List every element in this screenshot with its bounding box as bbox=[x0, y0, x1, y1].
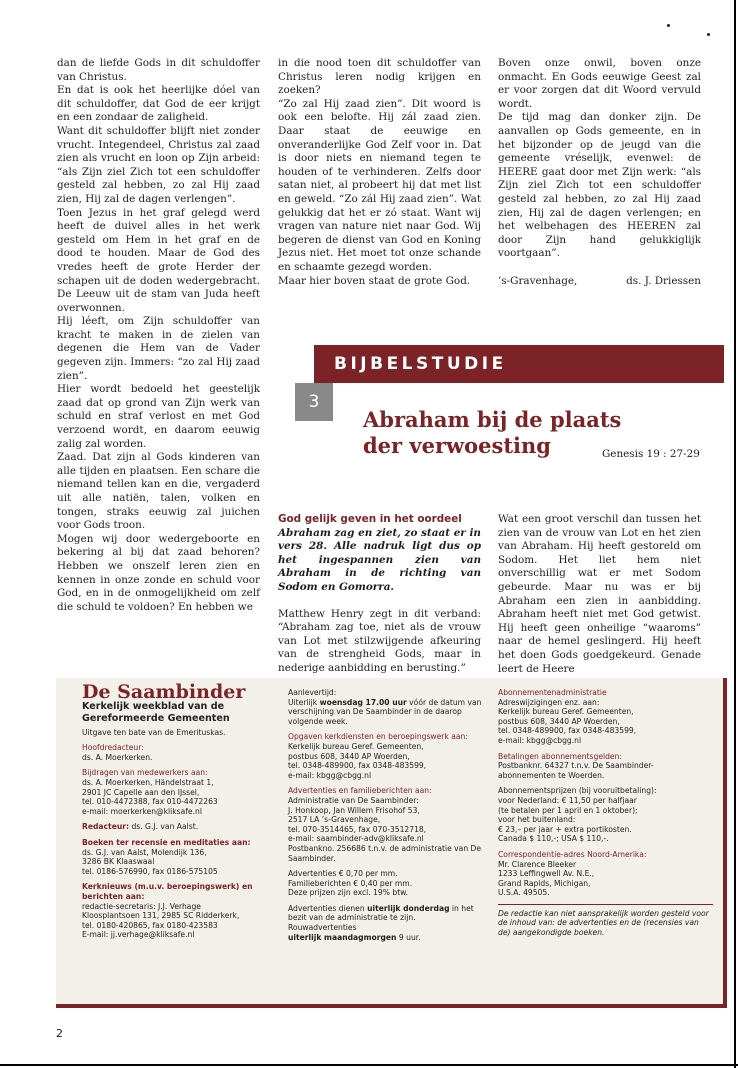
study-title: Abraham bij de plaats der verwoesting bbox=[363, 407, 622, 458]
value: Kerkelijk bureau Geref. Gemeenten, bbox=[288, 741, 424, 751]
paragraph: Hier wordt bedoeld het geestelijk zaad dat op grond van Zijn werk van schuld en straf verlost en met God verzoend wordt, en daarom eeuwig zalig zal worden. bbox=[57, 383, 260, 450]
paragraph: Boven onze onwil, boven onze onmacht. En Gods eeuwige Geest zal er voor zorgen dat dit Woord vervuld wordt. bbox=[498, 57, 701, 110]
value: ds. A. Moerkerken, Händelstraat 1, bbox=[82, 777, 214, 787]
colophon-tagline: Uitgave ten bate van de Emerituskas. bbox=[82, 727, 226, 737]
value: Familieberichten € 0,40 per mm. bbox=[288, 878, 413, 888]
value: tel. 0180-420865, fax 0180-423583 bbox=[82, 920, 218, 930]
value: J. Honkoop, Jan Willem Frisohof 53, bbox=[288, 805, 420, 815]
label: Boeken ter recensie en meditaties aan: bbox=[82, 837, 251, 847]
label: Bijdragen van medewerkers aan: bbox=[82, 768, 208, 778]
value: e-mail: saambinder-adv@kliksafe.nl bbox=[288, 834, 424, 844]
study-subheading: God gelijk geven in het oordeel bbox=[278, 513, 462, 525]
paragraph: Toen Jezus in het graf gelegd werd heeft de duivel alles in het werk gesteld om Hem in het graf en de dood te houden. Maar de God des vredes heeft de grote Herder der schapen uit de doden wedergebracht. De Leeuw uit de stam van Juda heeft overwonnen. bbox=[57, 206, 260, 314]
value: tel. 070-3514465, fax 070-3512718, bbox=[288, 824, 427, 834]
label: Redacteur: bbox=[82, 822, 130, 832]
value: e-mail: moerkerken@kliksafe.nl bbox=[82, 806, 202, 816]
section-banner-label: BIJBELSTUDIE bbox=[334, 354, 507, 374]
study-reference: Genesis 19 : 27-29 bbox=[602, 448, 700, 460]
value: tel. 0348-489900, fax 0348-483599, bbox=[288, 761, 427, 771]
value: voor Nederland: € 11,50 per halfjaar bbox=[498, 795, 637, 805]
label: Correspondentie-adres Noord-Amerika: bbox=[498, 849, 647, 859]
label: Abonnementenadministratie bbox=[498, 688, 607, 697]
paragraph: dan de liefde Gods in dit schuldoffer van Christus. bbox=[57, 57, 260, 83]
value: Kloosplantsoen 131, 2985 SC Ridderkerk, bbox=[82, 911, 240, 921]
label: Aanlevertijd: bbox=[288, 688, 337, 697]
paragraph: in die nood toen dit schuldoffer van Christus leren nodig krijgen en zoeken? bbox=[278, 57, 481, 97]
paragraph: Hij léeft, om Zijn schuldoffer van kracht te maken in de zielen van degenen die Hem van de Vader gegeven zijn. Immers: “zo zal Hij zaad zien”. bbox=[57, 315, 260, 382]
signature bbox=[498, 275, 701, 289]
value: abonnementen te Woerden. bbox=[498, 770, 605, 780]
colophon-column-3 bbox=[498, 688, 713, 938]
value: tel. 0348-489900, fax 0348-483599, bbox=[498, 726, 637, 736]
article-column-3 bbox=[498, 57, 701, 289]
value: ds. G.J. van Aalst, Molendijk 136, bbox=[82, 847, 207, 857]
disclaimer: De redactie kan niet aansprakelijk worden gesteld voor de inhoud van: de advertenties en de (recensies van de) aangekondigde boeken. bbox=[498, 904, 713, 938]
value: Uiterlijk woensdag 17.00 uur vóór de datum van verschijning van De Saambinder in de daarop volgende week. bbox=[288, 697, 482, 726]
value: redactie-secretaris: J.J. Verhage bbox=[82, 901, 201, 911]
signature-place: ’s-Gravenhage, bbox=[498, 274, 578, 287]
article-column-1 bbox=[57, 57, 260, 614]
value: Advertenties € 0,70 per mm. bbox=[288, 869, 398, 879]
colophon-column-1 bbox=[82, 681, 270, 940]
scan-edge-right bbox=[734, 0, 736, 1068]
scan-speck bbox=[707, 33, 710, 36]
paragraph: Maar hier boven staat de grote God. bbox=[278, 274, 471, 287]
paragraph: Matthew Henry zegt in dit verband: “Abraham zag toe, niet als de vrouw van Lot met stilzwijgende afkeuring van de strengheid Gods, maar in nederige aanbidding en berusting.” bbox=[278, 607, 481, 674]
value: Canada $ 110,-; USA $ 110,-. bbox=[498, 834, 609, 844]
paragraph: En dat is ook het heerlijke dóel van dit schuldoffer, dat God de eer krijgt en een zondaar de zaligheid. bbox=[57, 84, 260, 124]
value: tel. 010-4472388, fax 010-4472263 bbox=[82, 797, 218, 807]
value: Postbankno. 256686 t.n.v. de administratie van De Saambinder. bbox=[288, 843, 482, 863]
value: Administratie van De Saambinder: bbox=[288, 795, 419, 805]
colophon-column-2 bbox=[288, 688, 483, 942]
paragraph: De tijd mag dan donker zijn. De aanvallen op Gods gemeente, en in het bijzonder op de jeugd van die gemeente vréselijk, evenwel: de HEERE gaat door met Zijn werk: “als Zijn ziel Zich tot een schuldoffer gesteld zal hebben, zo zal Hij zaad zien, Hij zal de dagen verlengen; en het welbehagen des HEEREN zal door Zijn hand gelukkiglijk voortgaan”. bbox=[498, 111, 701, 260]
label: Kerknieuws (m.u.v. beroepingswerk) en berichten aan: bbox=[82, 882, 253, 901]
scan-speck bbox=[667, 24, 670, 27]
paragraph: Mogen wij door wedergeboorte en bekering al bij dat zaad behoren? Hebben we onszelf leren zien en kennen in onze zonde en schuld voor God, en in de onmogelijkheid om zelf die schuld te voldoen? En hebben we bbox=[57, 532, 260, 613]
paragraph: Wat een groot verschil dan tussen het zien van de vrouw van Lot en het zien van Abraham. Hij heeft gestoreld om Sodom. Het liet hem niet onverschillig wat er met Sodom gebeurde. Maar nu was er bij Abraham een zien in aanbidding. Abraham heeft niet met God getwist. Hij heeft geen onheilige “waaroms” naar de hemel geslingerd. Hij heeft het doen Gods goedgekeurd. Genade leert de Heere bbox=[498, 513, 701, 675]
value: 2901 JC Capelle aan den IJssel, bbox=[82, 787, 200, 797]
study-lead: Abraham zag en ziet, zo staat er in vers 28. Alle nadruk ligt dus op het ingespannen zien van Abraham in de richting van Sodom en Gomorra. bbox=[278, 526, 481, 593]
value: ds. A. Moerkerken. bbox=[82, 752, 153, 762]
label: Advertenties en familieberichten aan: bbox=[288, 786, 432, 796]
value: 1233 Leffingwell Av. N.E., bbox=[498, 869, 595, 879]
label: Hoofdredacteur: bbox=[82, 743, 144, 753]
value: Abonnementsprijzen (bij vooruitbetaling): bbox=[498, 786, 657, 796]
paragraph: “Zo zal Hij zaad zien”. Dit woord is ook een belofte. Hij zál zaad zien. Daar staat de eeuwige en onveranderlijke God Zelf voor in. Dat is door niets en niemand tegen te houden of te verhinderen. Zelfs door satan niet, al probeert hij dat met list en geweld. “Zo zál Hij zaad zien”. Wat gelukkig dat het er zó staat. Want wij vragen van nature niet naar God. Wij begeren de dienst van God en Koning Jezus niet. Het moet tot onze schande en schaamte gezegd worden. bbox=[278, 97, 481, 273]
value: Kerkelijk bureau Geref. Gemeenten, bbox=[498, 707, 634, 717]
value: Mr. Clarence Bleeker bbox=[498, 859, 577, 869]
value: Rouwadvertenties bbox=[288, 923, 357, 933]
label: Betalingen abonnementsgelden: bbox=[498, 751, 622, 761]
study-number-badge: 3 bbox=[295, 383, 333, 421]
value: e-mail: kbgg@cbgg.nl bbox=[498, 735, 582, 745]
value: € 23,– per jaar + extra portikosten. bbox=[498, 824, 632, 834]
study-column-left bbox=[278, 513, 481, 676]
page-number: 2 bbox=[56, 1027, 63, 1040]
value: Adreswijzigingen enz. aan: bbox=[498, 697, 600, 707]
value: postbus 608, 3440 AP Woerden, bbox=[498, 716, 620, 726]
value: E-mail: jj.verhage@kliksafe.nl bbox=[82, 930, 195, 940]
article-column-2 bbox=[278, 57, 481, 288]
label: Opgaven kerkdiensten en beroepingswerk aan: bbox=[288, 732, 468, 742]
value: uiterlijk maandagmorgen 9 uur. bbox=[288, 932, 421, 942]
value: 2517 LA ’s-Gravenhage, bbox=[288, 815, 381, 825]
paragraph: Want dit schuldoffer blijft niet zonder vrucht. Integendeel, Christus zal zaad zien als vrucht en loon op Zijn arbeid: “als Zijn ziel Zich tot een schuldoffer gesteld zal hebben, zo zal Hij zaad zien, Hij zal de dagen verlengen”. bbox=[57, 124, 260, 205]
value: Postbanknr. 64327 t.n.v. De Saambinder- bbox=[498, 761, 654, 771]
value: (te betalen per 1 april en 1 oktober); bbox=[498, 805, 638, 815]
value: ds. G.J. van Aalst. bbox=[131, 822, 199, 832]
study-column-right bbox=[498, 513, 701, 676]
value: Deze prijzen zijn excl. 19% btw. bbox=[288, 888, 409, 898]
value: tel. 0186-576990, fax 0186-575105 bbox=[82, 866, 218, 876]
value: Advertenties dienen uiterlijk donderdag in het bezit van de administratie te zijn. bbox=[288, 903, 474, 923]
saambinder-logo: De Saambinder bbox=[82, 681, 246, 703]
paragraph: Zaad. Dat zijn al Gods kinderen van alle tijden en plaatsen. Een schare die niemand tellen kan en die, vergaderd uit alle natiën, talen, volken en tongen, straks eeuwig zal juichen voor Gods troon. bbox=[57, 451, 260, 532]
value: e-mail: kbgg@cbgg.nl bbox=[288, 770, 372, 780]
value: U.S.A. 49505. bbox=[498, 888, 550, 898]
value: 3286 BK Klaaswaal bbox=[82, 857, 155, 867]
signature-author: ds. J. Driessen bbox=[626, 274, 701, 287]
value: voor het buitenland: bbox=[498, 815, 576, 825]
value: postbus 608, 3440 AP Woerden, bbox=[288, 751, 410, 761]
colophon-subtitle: Kerkelijk weekblad van de Gereformeerde Gemeenten bbox=[82, 700, 230, 724]
value: Grand Rapids, Michigan, bbox=[498, 878, 591, 888]
scan-edge-bottom bbox=[0, 1064, 738, 1066]
